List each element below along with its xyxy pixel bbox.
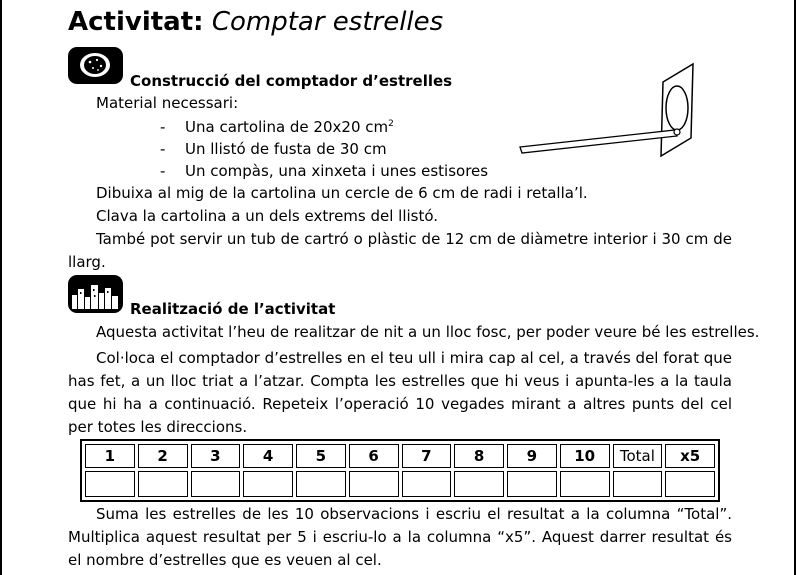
answer-cell[interactable]	[138, 471, 188, 497]
table-header-cell: 8	[454, 444, 504, 468]
table-header-x5: x5	[665, 444, 715, 468]
answer-cell[interactable]	[191, 471, 241, 497]
title-subtitle: Comptar estrelles	[211, 7, 444, 37]
answer-cell[interactable]	[85, 471, 135, 497]
table-header-cell: 10	[560, 444, 610, 468]
answer-cell[interactable]	[243, 471, 293, 497]
table-header-cell: 4	[243, 444, 293, 468]
material-label: Material necessari:	[96, 94, 239, 112]
table-header-cell: 6	[349, 444, 399, 468]
activity-paragraph-3: Suma les estrelles de les 10 observacions i escriu el resultat a la columna “Total”. Multiplica aquest resultat per 5 i escriu-lo a la columna “x5”. Aquest darrer resultat és el nombre d’estrelles que es veuen al cel.	[68, 505, 732, 569]
step-2: Clava la cartolina a un dels extrems del llistó.	[96, 207, 439, 225]
table-header-cell: 5	[296, 444, 346, 468]
star-counter-illustration	[515, 60, 700, 160]
answer-cell[interactable]	[454, 471, 504, 497]
title-label: Activitat:	[68, 7, 204, 37]
material-item-3-text: Un compàs, una xinxeta i unes estisores	[185, 162, 489, 180]
table-answer-row	[85, 471, 715, 497]
table-header-total: Total	[613, 444, 663, 468]
material-item-1: -	[160, 118, 166, 136]
answer-cell[interactable]	[349, 471, 399, 497]
step-1: Dibuixa al mig de la cartolina un cercle de 6 cm de radi i retalla’l.	[96, 184, 588, 202]
answer-cell[interactable]	[402, 471, 452, 497]
city-skyline-icon	[68, 275, 123, 313]
table-header-cell: 9	[507, 444, 557, 468]
activity-paragraph-1: Aquesta activitat l’heu de realitzar de nit a un lloc fosc, per poder veure bé les estrelles.	[96, 323, 760, 341]
table-header-row	[85, 444, 715, 468]
material-item-3: -	[160, 162, 166, 180]
material-item-2-text: Un llistó de fusta de 30 cm	[185, 140, 387, 158]
answer-cell[interactable]	[507, 471, 557, 497]
answer-cell-x5[interactable]	[665, 471, 715, 497]
table-header-cell: 3	[191, 444, 241, 468]
answer-cell[interactable]	[296, 471, 346, 497]
answer-cell[interactable]	[560, 471, 610, 497]
section2-heading: Realització de l’activitat	[130, 300, 336, 318]
material-item-2: -	[160, 140, 166, 158]
step-3: També pot servir un tub de cartró o plàstic de 12 cm de diàmetre interior i 30 cm de llarg.	[68, 230, 732, 271]
material-item-1-text: Una cartolina de 20x20 $cm^2$	[185, 118, 394, 136]
section1-heading: Construcció del comptador d’estrelles	[130, 72, 453, 90]
table-header-cell: 2	[138, 444, 188, 468]
answer-cell-total[interactable]	[613, 471, 663, 497]
table-header-cell: 7	[402, 444, 452, 468]
construction-icon	[68, 47, 123, 84]
page-border-left	[0, 0, 2, 575]
table-header-cell: 1	[85, 444, 135, 468]
activity-paragraph-2: Col·loca el comptador d’estrelles en el teu ull i mira cap al cel, a través del forat que has fet, a un lloc triat a l’atzar. Compta les estrelles que hi veus i apunta-les a la taula que hi ha a continuació. Repeteix l’operació 10 vegades mirant a altres punts del cel per totes les direccions.	[68, 349, 732, 436]
page-title	[68, 6, 443, 38]
observations-table	[80, 439, 720, 502]
